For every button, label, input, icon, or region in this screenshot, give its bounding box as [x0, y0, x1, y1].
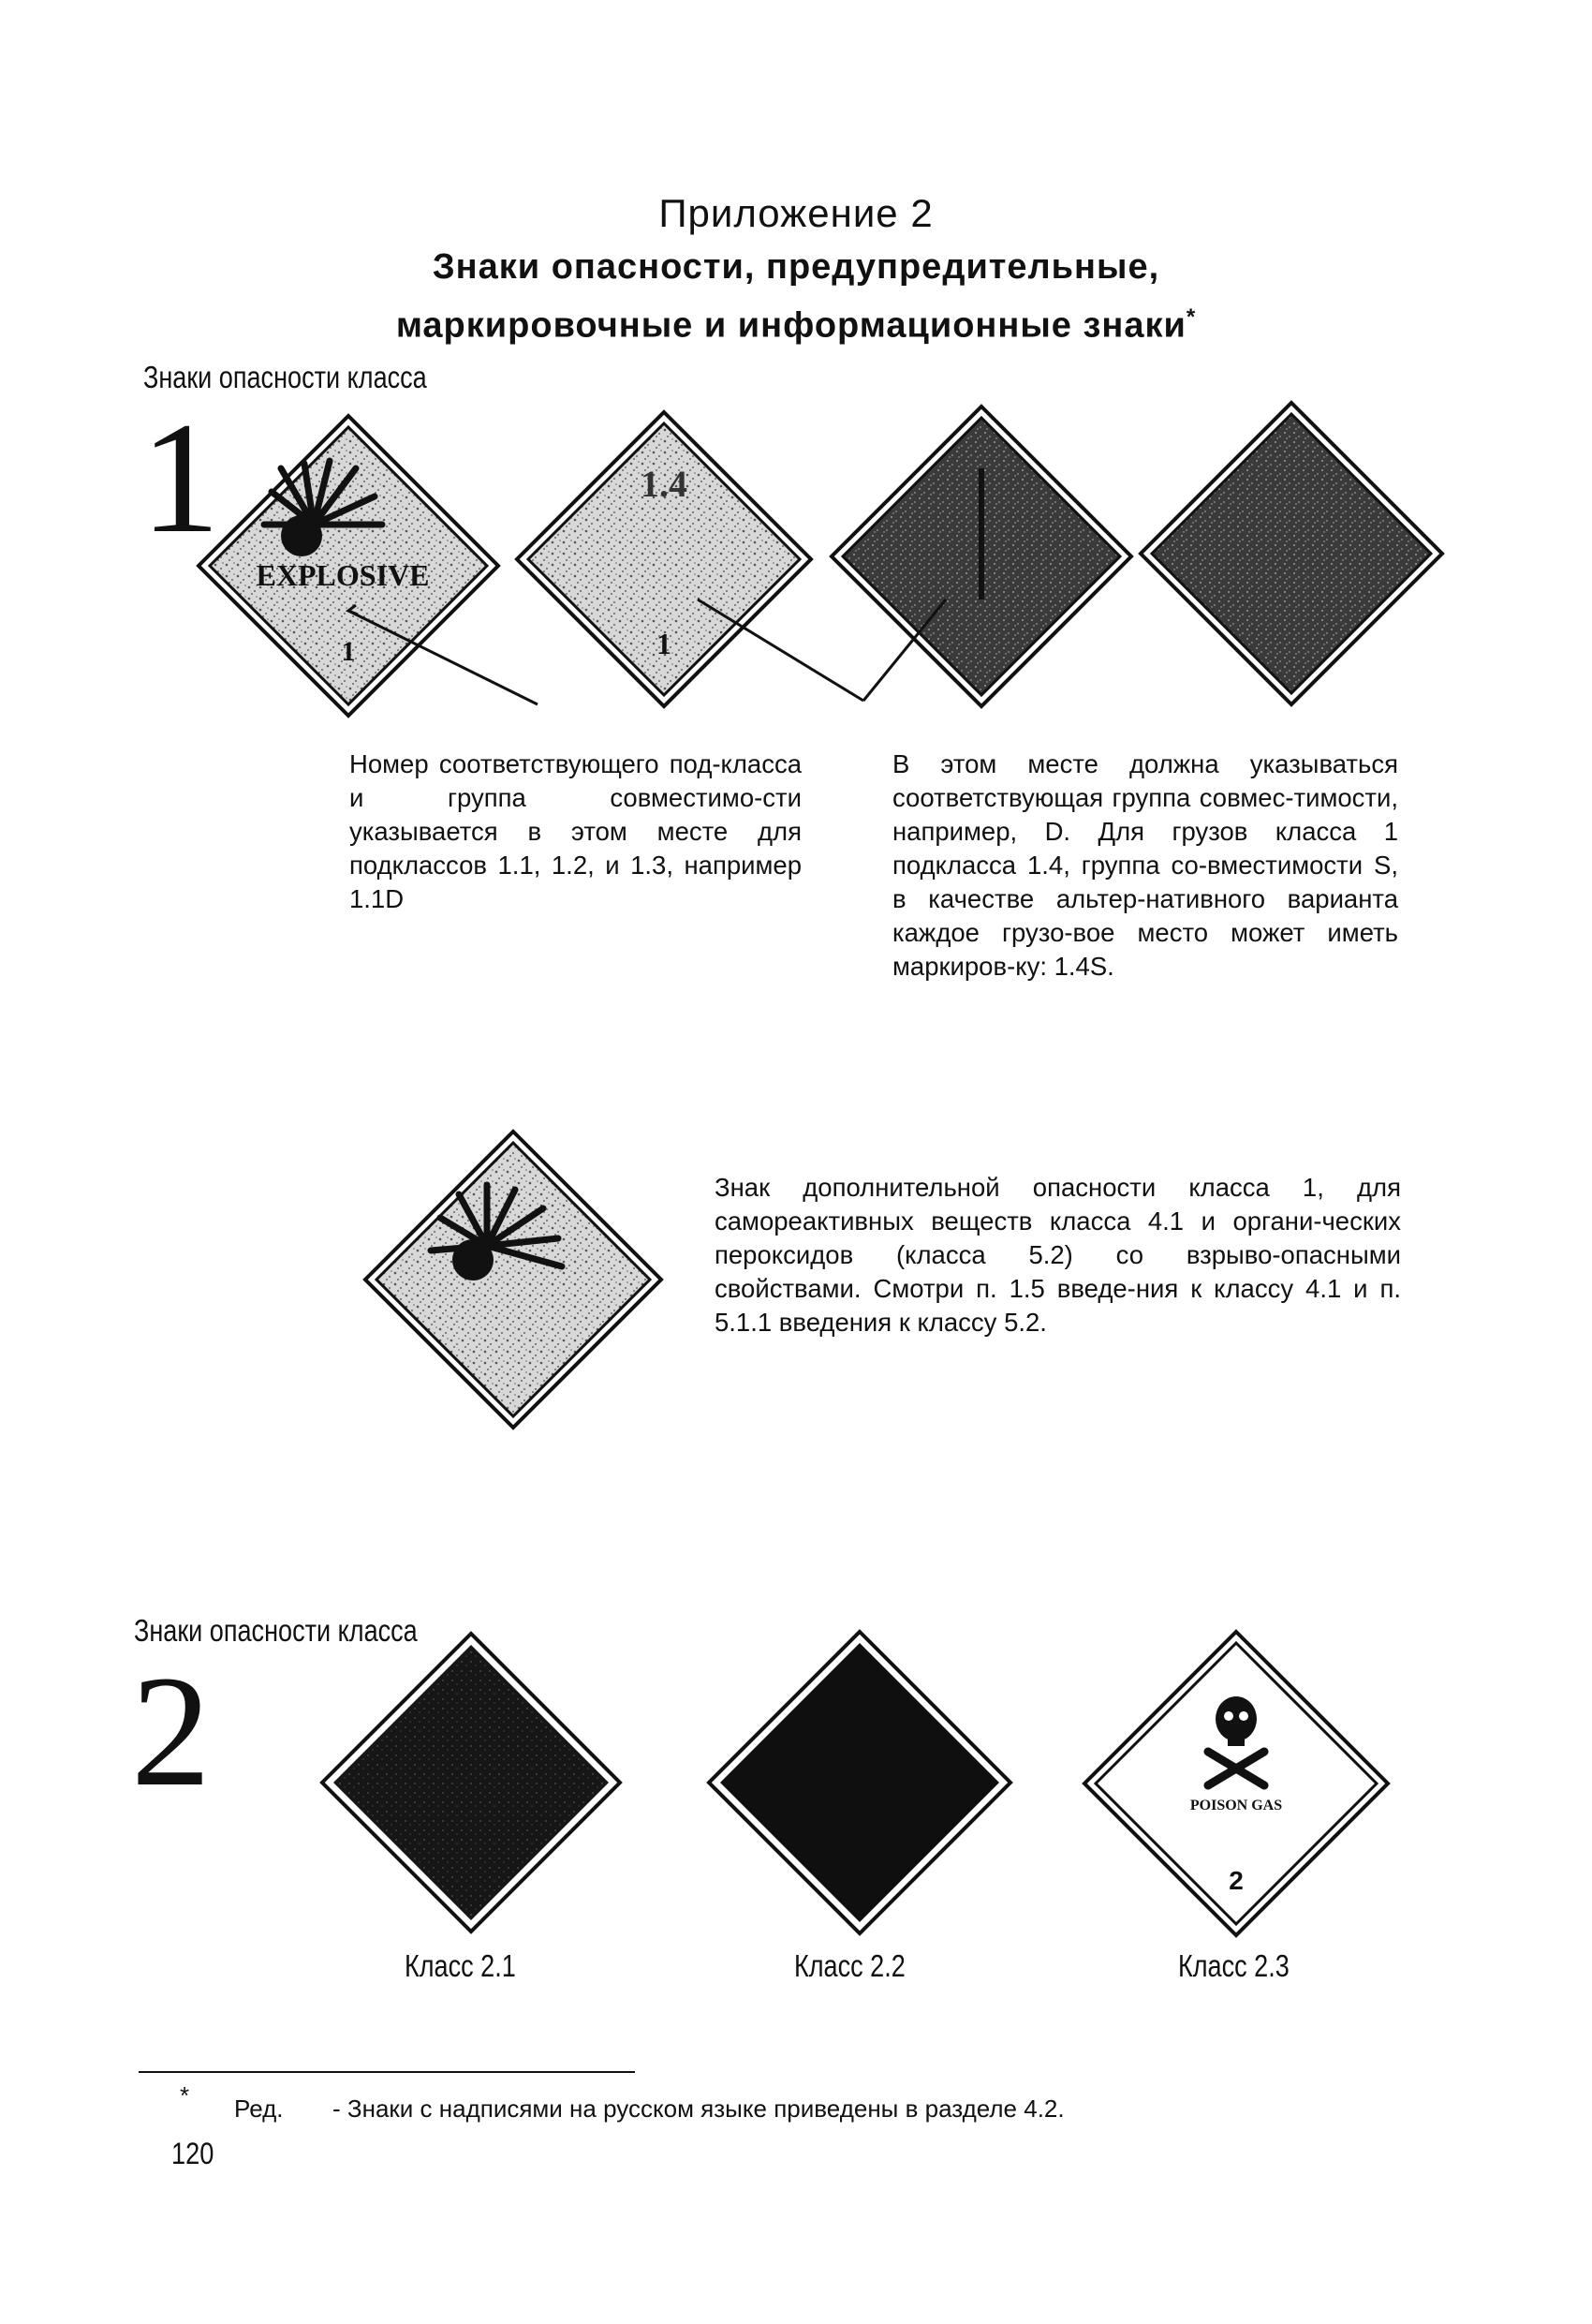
- subclass-number-note: Номер соответствующего под-класса и группа совместимо-сти указывается в этом месте для подклассов 1.1, 1.2, и 1.3, например 1.1D: [349, 749, 802, 913]
- explosive-sign-1: [199, 416, 498, 716]
- footnote-prefix: Ред.: [234, 2095, 284, 2123]
- appendix-heading: Приложение 2: [658, 191, 934, 235]
- poison-gas-sign-2-3: [1084, 1632, 1388, 1935]
- poison-gas-class-number: 2: [1229, 1866, 1244, 1895]
- explosive-sign-text: EXPLOSIVE: [256, 558, 430, 592]
- class2-section-number: 2: [131, 1643, 211, 1819]
- explosive-sign-1-6: [1141, 403, 1442, 704]
- flammable-gas-sign-2-1: [322, 1634, 620, 1932]
- title-line-1: Знаки опасности, предупредительные,: [432, 247, 1160, 287]
- class1-section-number: 1: [140, 390, 220, 566]
- caption-class-2-2: Класс 2.2: [794, 1948, 906, 1983]
- explosive-sign-1-4: [517, 412, 811, 706]
- compatibility-group-note: В этом месте должна указываться соответствующая группа совмес-тимости, например, D. Для грузов класса 1 подкласса 1.4, группа со-вместимости S, в качестве альтер-нативного варианта каждое грузо-вое место может иметь маркиров-ку: 1.4S.: [892, 749, 1398, 981]
- class2-section-label: Знаки опасности класса: [134, 1613, 418, 1648]
- page-number: 120: [171, 2137, 214, 2170]
- poison-gas-text: POISON GAS: [1189, 1798, 1283, 1813]
- non-flammable-gas-sign-2-2: [709, 1632, 1010, 1933]
- caption-class-2-1: Класс 2.1: [405, 1948, 516, 1983]
- sign-1-4-number: 1.4: [641, 463, 687, 505]
- subsidiary-risk-note: Знак дополнительной опасности класса 1, для самореактивных веществ класса 4.1 и органи-ческих пероксидов (класса 5.2) со взрыво-опасными свойствами. Смотри п. 1.5 введе-ния к классу 4.1 и п. 5.1.1 введения к классу 5.2.: [715, 1173, 1401, 1337]
- explosive-sign-1-5: [832, 407, 1131, 706]
- explosive-sign-class-number: 1: [341, 636, 356, 667]
- footnote-text: - Знаки с надписями на русском языке приведены в разделе 4.2.: [332, 2095, 1065, 2123]
- bomb-icon: [281, 515, 322, 556]
- sign-1-4-class-number: 1: [656, 627, 671, 660]
- title-footnote-marker: *: [1186, 304, 1197, 330]
- subsidiary-explosive-sign: [365, 1132, 661, 1428]
- class1-section-label: Знаки опасности класса: [143, 360, 427, 394]
- title-line-2: маркировочные и информационные знаки*: [395, 304, 1197, 346]
- footnote-marker: *: [180, 2081, 190, 2109]
- caption-class-2-3: Класс 2.3: [1178, 1948, 1290, 1983]
